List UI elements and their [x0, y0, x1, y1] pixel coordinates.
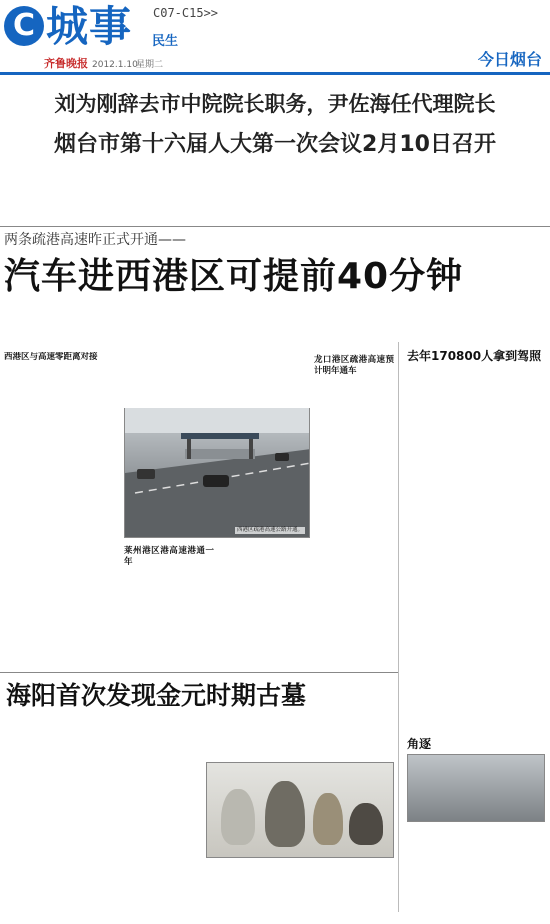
section-title: 城事	[46, 2, 133, 51]
vase-4	[349, 803, 383, 845]
story-tomb-col-4	[206, 862, 394, 916]
edition-brand: 今日烟台	[477, 50, 542, 69]
story-port-kicker: 两条疏港高速昨正式开通——	[4, 232, 186, 248]
story-port-subhead: 莱州港区港高速港通一年	[124, 546, 214, 567]
sidebar-byline	[407, 898, 545, 908]
newspaper-logo: 齐鲁晚报	[44, 57, 88, 70]
page-range: C07-C15>>	[153, 6, 219, 20]
story-port-headline: 汽车进西港区可提前40分钟	[4, 256, 464, 297]
sidebar-headline-license: 去年170800人拿到驾照	[407, 349, 542, 363]
vase-2	[265, 781, 305, 847]
story-congress-headline-1: 刘为刚辞去市中院院长职务，尹佐海任代理院长	[54, 92, 496, 116]
issue-weekday: 星期二	[136, 60, 164, 70]
highway-photo-caption: 西港区疏港高速公路开通。	[236, 527, 303, 533]
story-tomb-col-1	[6, 722, 100, 916]
story-port-col-4	[314, 352, 394, 652]
sidebar-body-license	[407, 386, 545, 726]
masthead-rule	[0, 72, 550, 75]
story-port-col-1	[4, 352, 120, 672]
story-tomb-col-3	[206, 722, 306, 762]
section-divider	[0, 672, 398, 673]
section-label: 民生	[152, 34, 179, 49]
story-port-col-3	[218, 544, 310, 654]
story-ancient-tomb	[0, 680, 398, 920]
story-congress-headline-2: 烟台市第十六届人大第一次会议2月10日召开	[54, 132, 496, 157]
vase-3	[313, 793, 343, 845]
story-port-lead	[124, 346, 314, 408]
sidebar-headline-contest: 角逐	[407, 737, 432, 751]
sidebar-photo	[407, 754, 545, 822]
section-logo-mark: C	[4, 6, 44, 46]
story-port-col-2	[124, 544, 214, 654]
story-tomb-headline: 海阳首次发现金元时期古墓	[6, 681, 307, 710]
issue-date: 2012.1.10	[92, 60, 138, 70]
story-port-subhead: 龙口港区疏港高速预计明年通车	[314, 355, 394, 376]
story-port-subhead: 西港区与高速零距离对接	[4, 352, 98, 362]
vase-1	[221, 789, 255, 845]
masthead	[0, 0, 550, 76]
story-tomb-col-2	[106, 722, 200, 916]
sidebar-column	[398, 342, 550, 912]
artifacts-photo	[206, 762, 394, 858]
sidebar-body-contest	[407, 826, 545, 898]
